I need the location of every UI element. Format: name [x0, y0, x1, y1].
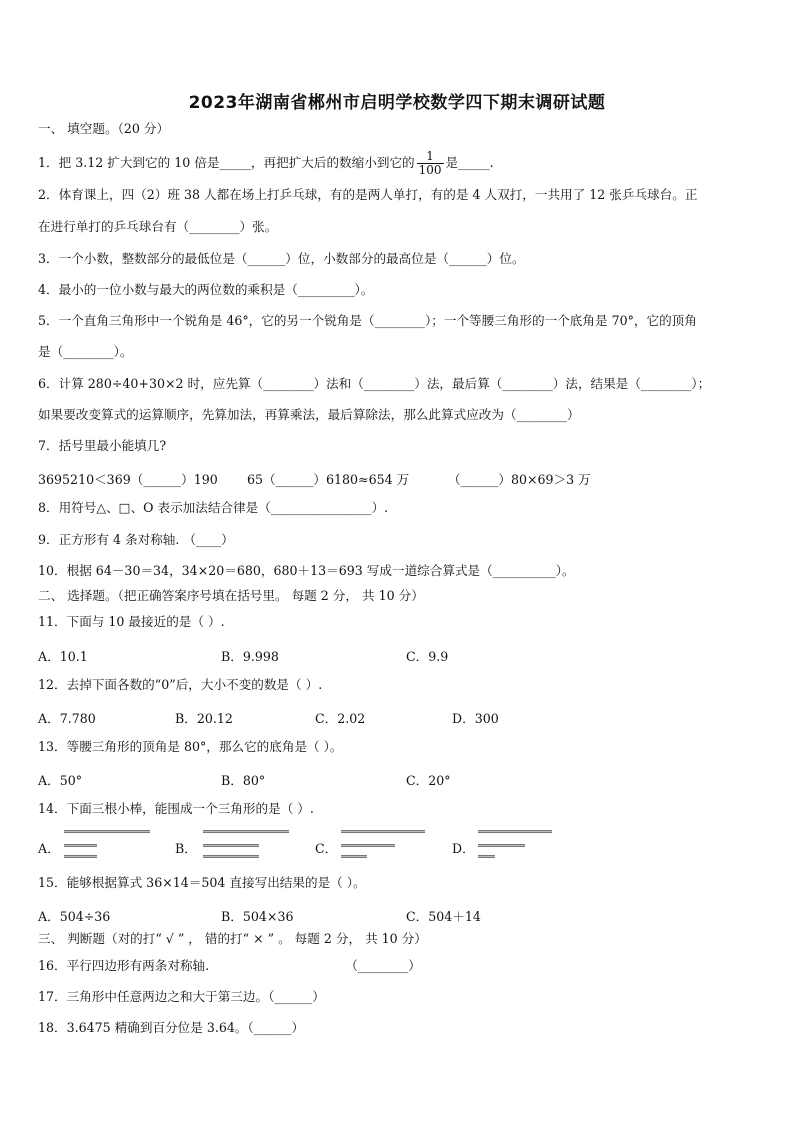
- question-10: 10．根据 64－30＝34，34×20＝680，680＋13＝693 写成一道综合算式是（__________）。: [38, 563, 575, 578]
- q7-item-b: 65（______）6180≈654 万: [247, 472, 410, 487]
- q14-option-b: B．: [175, 841, 197, 856]
- stick-b2: [203, 844, 259, 847]
- section-true-false: 三、 判断题（对的打“ √ ” ， 错的打“ × ” 。 每题 2 分， 共 10 分）: [38, 931, 427, 946]
- q14-option-c: C．: [315, 841, 338, 856]
- question-6-line2: 如果要改变算式的运算顺序，先算加法，再算乘法，最后算除法，那么此算式应改为（________）: [38, 407, 580, 422]
- fraction-numerator: 1: [417, 150, 444, 164]
- q15-option-c: C．504＋14: [406, 909, 481, 924]
- question-5-line2: 是（________）。: [38, 344, 133, 359]
- question-17: 17．三角形中任意两边之和大于第三边。（______）: [38, 989, 325, 1004]
- question-18: 18．3.6475 精确到百分位是 3.64。（______）: [38, 1020, 305, 1035]
- question-9: 9．正方形有 4 条对称轴. （____）: [38, 532, 234, 547]
- stick-a1: [64, 830, 150, 833]
- stick-a3: [64, 855, 97, 858]
- q12-option-b: B．20.12: [175, 711, 233, 726]
- stick-c1: [341, 830, 425, 833]
- q7-item-c: （______）80×69＞3 万: [448, 472, 591, 487]
- question-2-line2: 在进行单打的乒乓球台有（________）张。: [38, 219, 278, 234]
- fraction-one-hundredth: [417, 150, 444, 177]
- question-15: 15．能够根据算式 36×14＝504 直接写出结果的是（ ）。: [38, 875, 366, 890]
- q11-option-b: B．9.998: [221, 649, 279, 664]
- q13-option-b: B．80°: [221, 773, 266, 788]
- stick-d1: [478, 830, 552, 833]
- question-6-line1: 6．计算 280÷40+30×2 时，应先算（________）法和（________）法，最后算（________）法，结果是（________）；: [38, 376, 711, 391]
- section-fill-blank: 一、 填空题。（20 分）: [38, 121, 170, 136]
- q14-option-a: A．: [38, 841, 60, 856]
- q12-option-d: D．300: [452, 711, 499, 726]
- q7-item-a: 3695210＜369（______）190: [38, 472, 218, 487]
- question-3: 3．一个小数，整数部分的最低位是（______）位，小数部分的最高位是（______）位。: [38, 251, 525, 266]
- q15-option-b: B．504×36: [221, 909, 294, 924]
- question-7: 7．括号里最小能填几?: [38, 438, 167, 453]
- question-5-line1: 5．一个直角三角形中一个锐角是 46°，它的另一个锐角是（________）；一个等腰三角形的一个底角是 70°，它的顶角: [38, 313, 697, 328]
- stick-a2: [64, 844, 97, 847]
- question-16: 16．平行四边形有两条对称轴. （________）: [38, 958, 421, 973]
- q13-option-c: C．20°: [406, 773, 451, 788]
- question-2-line1: 2．体育课上，四（2）班 38 人都在场上打乒乓球，有的是两人单打，有的是 4 人双打，一共用了 12 张乒乓球台。正: [38, 187, 698, 202]
- q1-text-end: 是_____.: [445, 155, 494, 170]
- page-title: 2023年湖南省郴州市启明学校数学四下期末调研试题: [188, 93, 606, 113]
- stick-c3: [341, 855, 367, 858]
- q15-option-a: A．504÷36: [38, 909, 111, 924]
- question-14: 14．下面三根小棒，能围成一个三角形的是（ ）.: [38, 801, 314, 816]
- q1-text: 1．把 3.12 扩大到它的 10 倍是_____，再把扩大后的数缩小到它的: [38, 155, 415, 170]
- question-8: 8．用符号△、□、O 表示加法结合律是（________________）.: [38, 500, 389, 515]
- q11-option-a: A．10.1: [38, 649, 88, 664]
- q12-option-a: A．7.780: [38, 711, 96, 726]
- stick-c2: [341, 844, 395, 847]
- q13-option-a: A．50°: [38, 773, 83, 788]
- stick-b1: [203, 830, 289, 833]
- stick-d3: [478, 855, 495, 858]
- question-12: 12．去掉下面各数的“0”后，大小不变的数是（ ）.: [38, 677, 323, 692]
- stick-d2: [478, 844, 525, 847]
- stick-b3: [203, 855, 259, 858]
- section-multiple-choice: 二、 选择题。（把正确答案序号填在括号里。 每题 2 分， 共 10 分）: [38, 588, 424, 603]
- question-1: [38, 150, 764, 177]
- question-4: 4．最小的一位小数与最大的两位数的乘积是（_________）。: [38, 282, 374, 297]
- question-13: 13．等腰三角形的顶角是 80°，那么它的底角是（ ）。: [38, 739, 343, 754]
- fraction-denominator: 100: [418, 163, 442, 177]
- q14-option-d: D．: [452, 841, 475, 856]
- q11-option-c: C．9.9: [406, 649, 449, 664]
- question-11: 11．下面与 10 最接近的是（ ）.: [38, 614, 225, 629]
- q12-option-c: C．2.02: [315, 711, 366, 726]
